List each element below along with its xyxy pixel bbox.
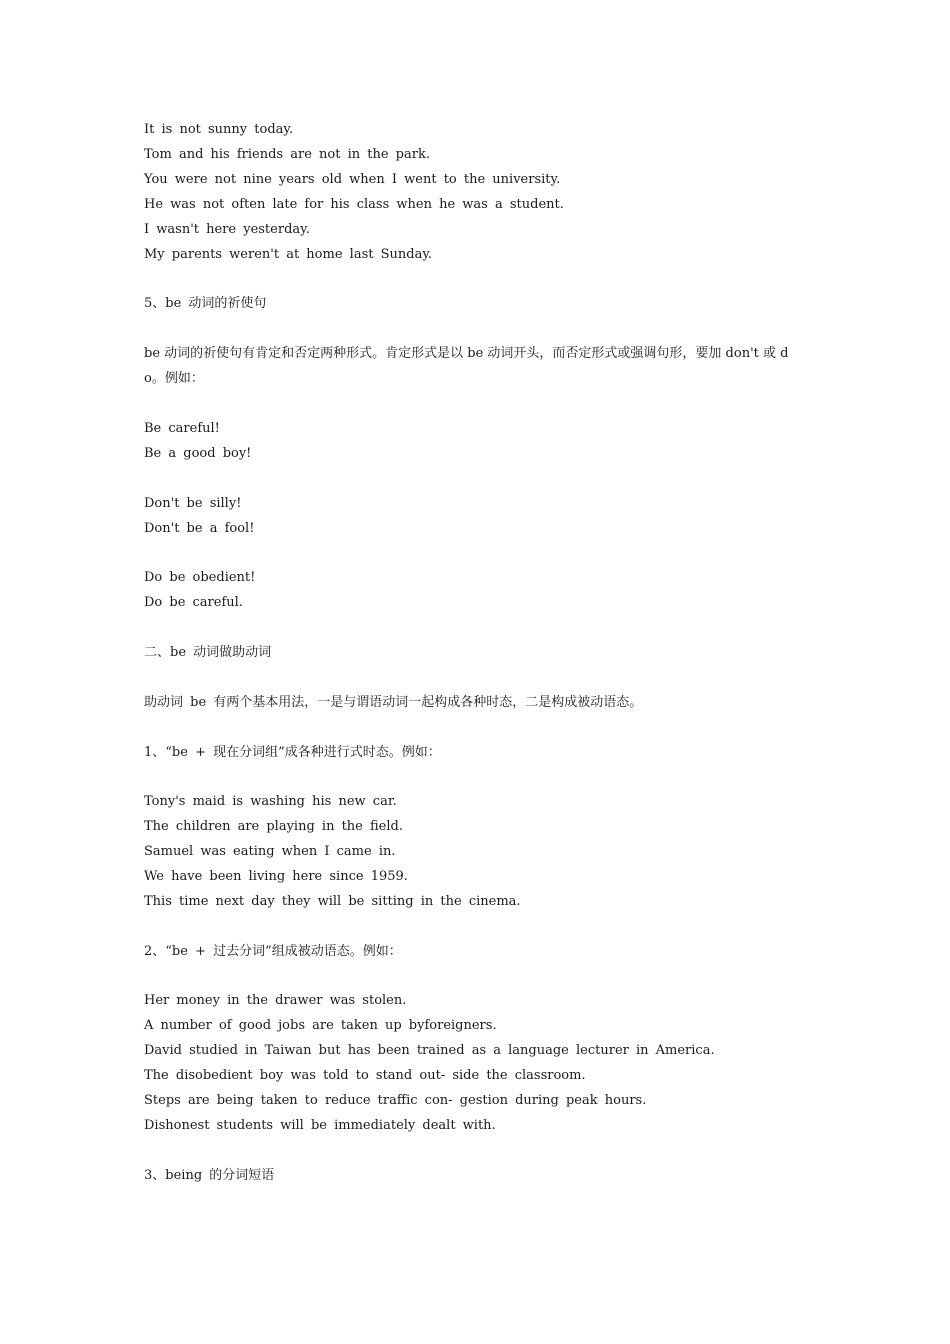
subheading-progressive: 1、“be + 现在分词组”成各种进行式时态。例如： — [144, 745, 441, 760]
example-sentence: Her money in the drawer was stolen. — [144, 993, 407, 1008]
example-sentence: He was not often late for his class when he was a student. — [144, 197, 564, 212]
example-sentence: My parents weren't at home last Sunday. — [144, 247, 433, 262]
example-sentence: Dishonest students will be immediately dealt with. — [144, 1118, 496, 1133]
example-sentence: Don't be a fool! — [144, 521, 255, 536]
subheading-passive: 2、“be + 过去分词”组成被动语态。例如： — [144, 944, 402, 959]
example-sentence: This time next day they will be sitting in the cinema. — [144, 894, 521, 909]
example-sentence: Tom and his friends are not in the park. — [144, 147, 430, 162]
example-sentence: You were not nine years old when I went to the university. — [144, 172, 561, 187]
paragraph-auxiliary: 助动词 be 有两个基本用法，一是与谓语动词一起构成各种时态，二是构成被动语态。 — [144, 695, 643, 710]
example-sentence: The disobedient boy was told to stand out- side the classroom. — [144, 1068, 586, 1083]
example-sentence: Steps are being taken to reduce traffic con- gestion during peak hours. — [144, 1093, 647, 1108]
example-sentence: I wasn't here yesterday. — [144, 222, 310, 237]
example-sentence: Be careful! — [144, 421, 220, 436]
example-sentence: Do be careful. — [144, 595, 243, 610]
paragraph-imperative: be 动词的祈使句有肯定和否定两种形式。肯定形式是以 be 动词开头，而否定形式或强调句形，要加 don't 或 do。例如： — [144, 346, 789, 386]
example-sentence: Be a good boy! — [144, 446, 252, 461]
example-sentence: It is not sunny today. — [144, 122, 294, 137]
example-sentence: Tony's maid is washing his new car. — [144, 794, 397, 809]
section-heading-imperative: 5、be 动词的祈使句 — [144, 296, 267, 311]
example-sentence: The children are playing in the field. — [144, 819, 403, 834]
example-sentence: We have been living here since 1959. — [144, 869, 408, 884]
subheading-being: 3、being 的分词短语 — [144, 1168, 275, 1183]
example-sentence: Don't be silly! — [144, 496, 242, 511]
section-heading-auxiliary: 二、be 动词做助动词 — [144, 645, 272, 660]
example-sentence: Samuel was eating when I came in. — [144, 844, 396, 859]
example-sentence: A number of good jobs are taken up byforeigners. — [144, 1018, 497, 1033]
example-sentence: David studied in Taiwan but has been trained as a language lecturer in America. — [144, 1043, 715, 1058]
example-sentence: Do be obedient! — [144, 570, 256, 585]
